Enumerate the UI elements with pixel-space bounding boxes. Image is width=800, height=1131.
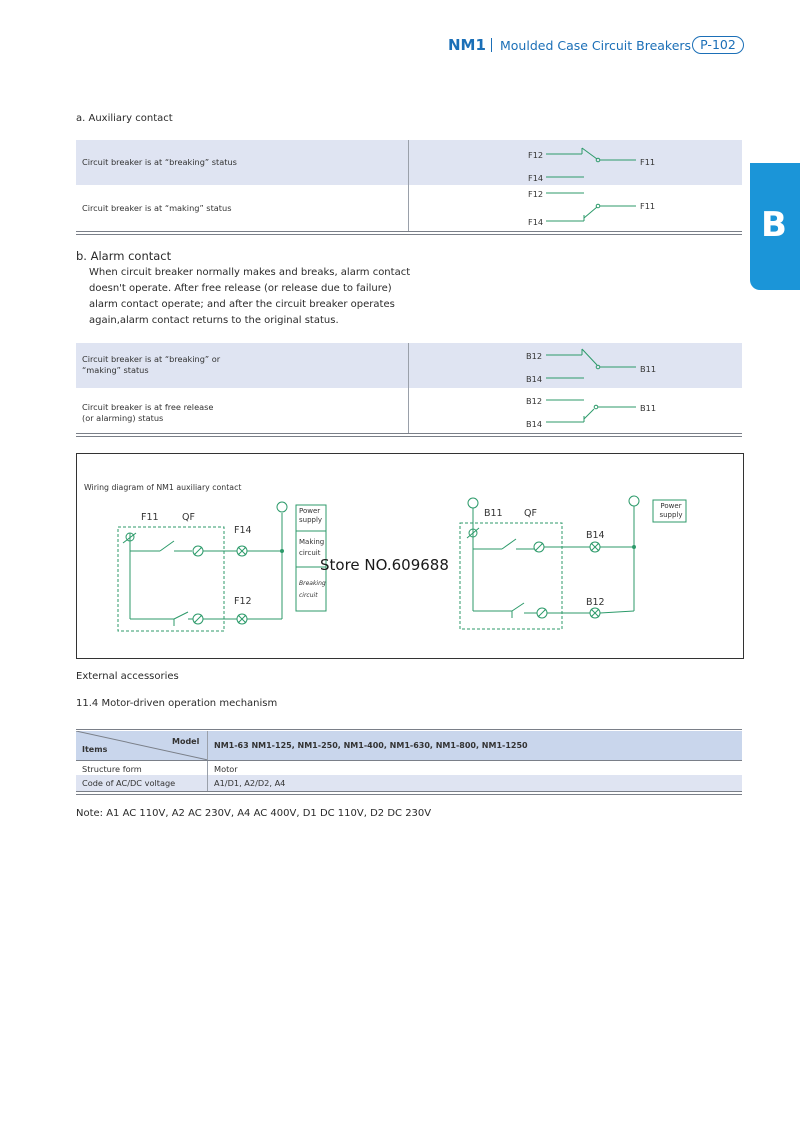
- spec-header-bottom-rule: [76, 760, 742, 761]
- wiring-left-f14: F14: [234, 525, 252, 536]
- header-model: NM1: [448, 36, 486, 54]
- wiring-diagram-svg: [76, 453, 742, 657]
- wiring-right-power-supply: Power supply: [659, 502, 683, 519]
- voltage-note: Note: A1 AC 110V, A2 AC 230V, A4 AC 400V, D1 DC 110V, D2 DC 230V: [76, 808, 432, 819]
- spec-table-bottom-rule-2: [76, 794, 742, 795]
- header-title: Moulded Case Circuit Breakers: [500, 38, 692, 53]
- spec-row-1-item: Structure form: [82, 764, 142, 774]
- spec-row-2-shade: [76, 775, 742, 791]
- alarm-row-1-term-bottom: B14: [526, 374, 543, 384]
- alarm-contact-heading: b. Alarm contact: [76, 249, 172, 263]
- motor-mechanism-heading: 11.4 Motor-driven operation mechanism: [76, 698, 278, 709]
- alarm-paragraph-line-1: When circuit breaker normally makes and breaks, alarm contact: [89, 267, 411, 278]
- alarm-paragraph-line-4: again,alarm contact returns to the original status.: [89, 315, 339, 326]
- wiring-left-making-circuit: Making circuit: [299, 538, 325, 557]
- wiring-diagram-caption: Wiring diagram of NM1 auxiliary contact: [84, 483, 242, 492]
- wiring-left-f11: F11: [141, 512, 159, 523]
- alarm-row-2-term-top: B12: [526, 396, 543, 406]
- aux-contact-heading: a. Auxiliary contact: [76, 113, 173, 124]
- spec-row-2-value: A1/D1, A2/D2, A4: [214, 778, 286, 788]
- wiring-right-b14: B14: [586, 530, 605, 541]
- page-number-badge: P-102: [692, 36, 744, 54]
- alarm-contact-symbols: [540, 343, 650, 434]
- spec-table-bottom-rule: [76, 791, 742, 792]
- aux-table-divider: [408, 140, 409, 232]
- alarm-row-1-label-line-1: Circuit breaker is at “breaking” or: [82, 354, 221, 364]
- alarm-row-1-label-line-2: “making” status: [82, 365, 149, 375]
- wiring-right-b12: B12: [586, 597, 605, 608]
- store-watermark: Store NO.609688: [320, 556, 449, 574]
- spec-col-items: Items: [82, 745, 108, 754]
- aux-row-1-label: Circuit breaker is at “breaking” status: [82, 157, 237, 167]
- aux-row-2-term-top: F12: [528, 189, 544, 199]
- spec-table-top-rule: [76, 729, 742, 730]
- wiring-left-breaking-circuit: Breaking circuit: [299, 580, 326, 599]
- alarm-row-2-label-line-1: Circuit breaker is at free release: [82, 402, 214, 412]
- alarm-row-2-term-right: B11: [640, 403, 657, 413]
- aux-row-2-label: Circuit breaker is at “making” status: [82, 203, 232, 213]
- section-tab-letter: B: [761, 205, 787, 245]
- spec-models: NM1-63 NM1-125, NM1-250, NM1-400, NM1-630, NM1-800, NM1-1250: [214, 741, 528, 750]
- alarm-table-bottom-rule-2: [76, 436, 742, 437]
- aux-row-1-term-bottom: F14: [528, 173, 544, 183]
- alarm-row-1-term-right: B11: [640, 364, 657, 374]
- spec-row-2-item: Code of AC/DC voltage: [82, 778, 176, 788]
- alarm-row-2-label-line-2: (or alarming) status: [82, 413, 164, 423]
- alarm-row-1-term-top: B12: [526, 351, 543, 361]
- spec-row-1-value: Motor: [214, 764, 238, 774]
- external-accessories-heading: External accessories: [76, 671, 179, 682]
- alarm-table-divider: [408, 343, 409, 434]
- spec-table-divider-2: [207, 775, 208, 791]
- aux-row-1-term-top: F12: [528, 150, 544, 160]
- wiring-right-qf: QF: [524, 508, 537, 519]
- aux-contact-symbols: [540, 140, 650, 232]
- wiring-left-f12: F12: [234, 596, 252, 607]
- aux-row-2-term-right: F11: [640, 201, 656, 211]
- spec-col-model: Model: [172, 737, 200, 746]
- section-tab: [750, 163, 800, 290]
- wiring-left-power-supply: Power supply: [299, 507, 323, 524]
- wiring-left-qf: QF: [182, 512, 195, 523]
- aux-row-2-term-bottom: F14: [528, 217, 544, 227]
- aux-table-bottom-rule-2: [76, 234, 742, 235]
- alarm-paragraph-line-3: alarm contact operate; and after the circuit breaker operates: [89, 299, 395, 310]
- header-separator: [491, 38, 492, 52]
- aux-row-1-term-right: F11: [640, 157, 656, 167]
- wiring-right-b11: B11: [484, 508, 503, 519]
- alarm-paragraph-line-2: doesn't operate. After free release (or release due to failure): [89, 283, 392, 294]
- alarm-row-2-term-bottom: B14: [526, 419, 543, 429]
